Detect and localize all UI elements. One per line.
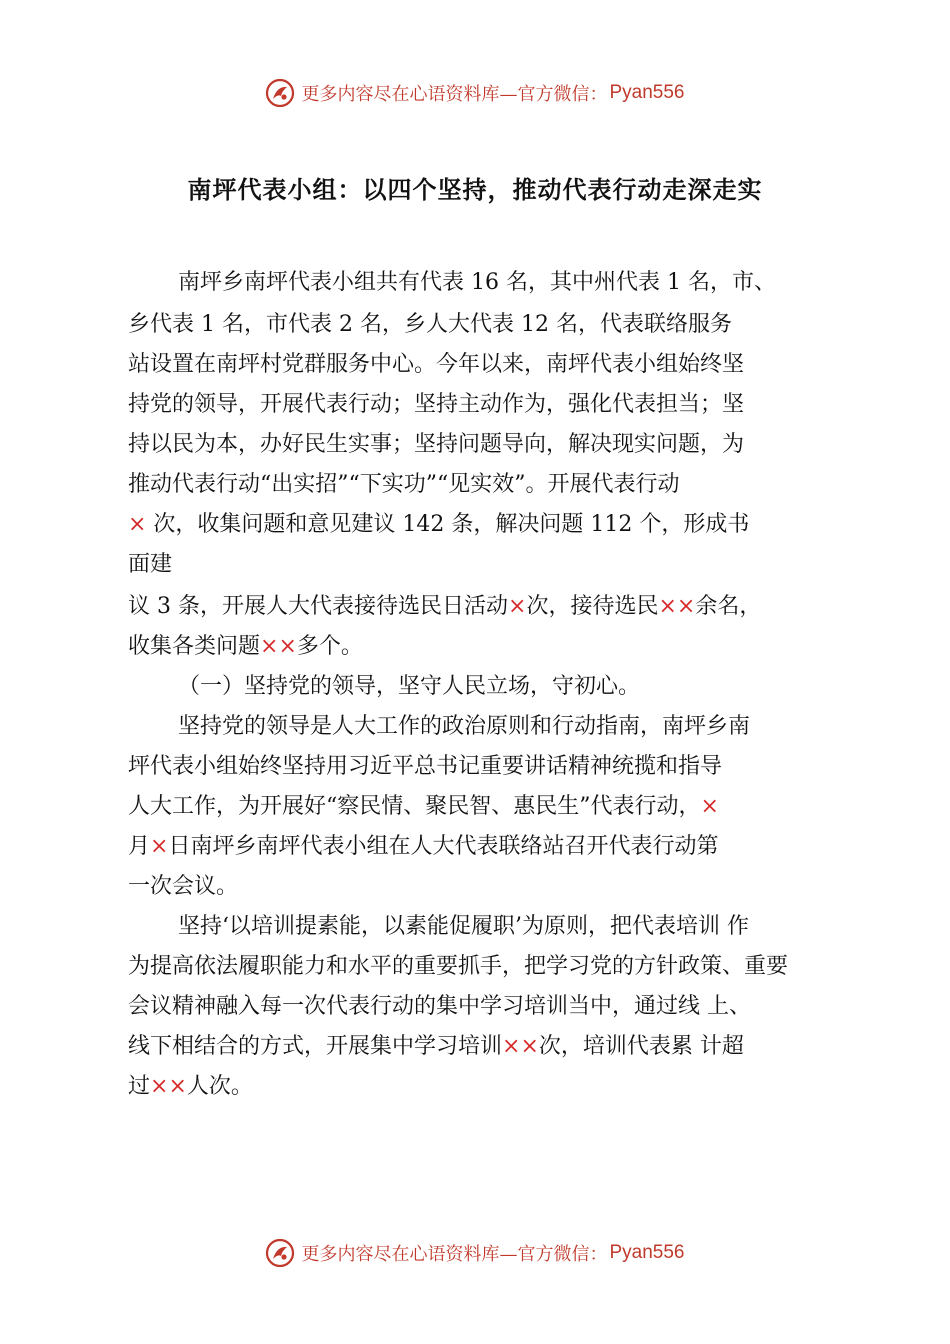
- text-span: 议 3 条，开展人大代表接待选民日活动: [128, 594, 508, 619]
- placeholder-mark: ××: [150, 1074, 187, 1099]
- paragraph-line: 南坪乡南坪代表小组共有代表 16 名，其中州代表 1 名，市、: [178, 270, 776, 295]
- paragraph-line: 推动代表行动“出实招”“下实功”“见实效”。开展代表行动: [128, 472, 680, 497]
- text-span: 月: [128, 834, 151, 859]
- paragraph-line: [128, 832, 848, 862]
- text-span: 过: [128, 1074, 151, 1099]
- paragraph-line: 站设置在南坪村党群服务中心。今年以来，南坪代表小组始终坚: [128, 352, 745, 377]
- placeholder-mark: ×: [150, 834, 169, 859]
- text-span: 线下相结合的方式，开展集中学习培训: [128, 1034, 503, 1059]
- placeholder-mark: ××: [502, 1034, 539, 1059]
- placeholder-mark: ××: [658, 594, 696, 619]
- placeholder-mark: ×: [128, 512, 147, 537]
- watermark-wechat-id: Pyan556: [609, 82, 685, 103]
- brand-logo-icon: [265, 1238, 295, 1268]
- paragraph-line: 持党的领导，开展代表行动；坚持主动作为，强化代表担当；坚: [128, 392, 745, 417]
- paragraph-line: 会议精神融入每一次代表行动的集中学习培训当中，通过线 上、: [128, 994, 751, 1019]
- text-span: 多个。: [296, 634, 363, 659]
- text-span: 收集各类问题: [128, 634, 261, 659]
- paragraph-line: [128, 1032, 848, 1062]
- document-title: 南坪代表小组：以四个坚持，推动代表行动走深走实: [187, 175, 763, 204]
- paragraph-line: 坪代表小组始终坚持用习近平总书记重要讲话精神统揽和指导: [128, 754, 723, 779]
- paragraph-line: 坚持‘以培训提素能，以素能促履职’为原则，把代表培训 作: [178, 914, 749, 939]
- watermark-header: [0, 76, 950, 110]
- placeholder-mark: ××: [260, 634, 297, 659]
- paragraph-line: [128, 592, 848, 622]
- paragraph-line: 面建: [128, 552, 173, 577]
- paragraph-line: 乡代表 1 名，市代表 2 名，乡人大代表 12 名，代表联络服务: [128, 312, 732, 337]
- watermark-wechat-id: Pyan556: [609, 1242, 685, 1263]
- text-span: 日南坪乡南坪代表小组在人大代表联络站召开代表行动第: [168, 834, 719, 859]
- watermark-text: 更多内容尽在心语资料库—官方微信：: [301, 1244, 608, 1265]
- paragraph-line: [128, 510, 848, 540]
- text-span: 人大工作，为开展好“察民情、聚民智、惠民生”代表行动，: [128, 794, 701, 819]
- paragraph-line: 持以民为本，办好民生实事；坚持问题导向，解决现实问题，为: [128, 432, 745, 457]
- paragraph-line: [128, 1072, 848, 1102]
- paragraph-line: 一次会议。: [128, 874, 239, 899]
- text-span: 余名，: [695, 594, 762, 619]
- placeholder-mark: ×: [700, 794, 719, 819]
- paragraph-line: [128, 792, 848, 822]
- text-span: 次，培训代表累 计超: [538, 1034, 744, 1059]
- text-span: 人次。: [186, 1074, 253, 1099]
- watermark-text: 更多内容尽在心语资料库—官方微信：: [301, 84, 608, 105]
- watermark-footer: [0, 1236, 950, 1270]
- text-span: 次，接待选民: [526, 594, 659, 619]
- paragraph-line: [128, 632, 848, 662]
- placeholder-mark: ×: [508, 594, 527, 619]
- brand-logo-icon: [265, 78, 295, 108]
- text-span: 次，收集问题和意见建议 142 条，解决问题 112 个，形成书: [146, 512, 750, 537]
- section-heading: （一）坚持党的领导，坚守人民立场，守初心。: [178, 674, 641, 699]
- paragraph-line: 为提高依法履职能力和水平的重要抓手，把学习党的方针政策、重要: [128, 954, 789, 979]
- paragraph-line: 坚持党的领导是人大工作的政治原则和行动指南，南坪乡南: [178, 714, 751, 739]
